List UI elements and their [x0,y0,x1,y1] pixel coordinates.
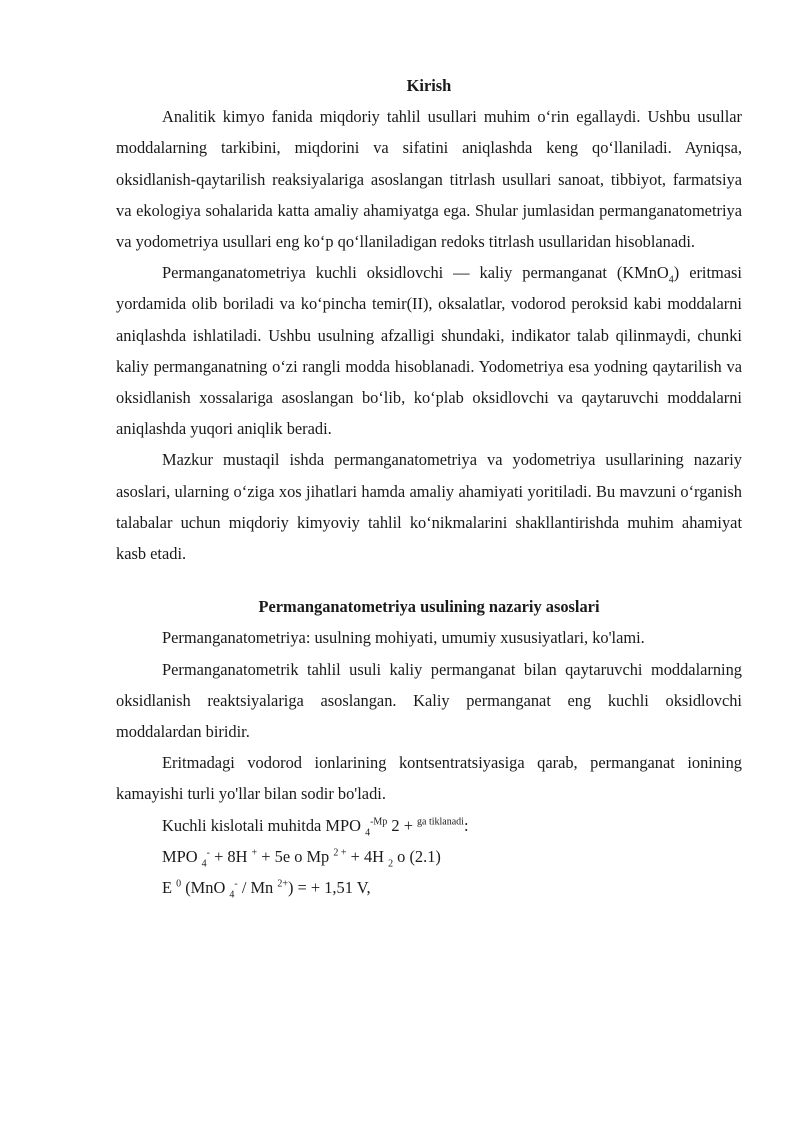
intro-paragraph-2: Permanganatometriya kuchli oksidlovchi — kaliy permanganat (KMnO$_4$) eritmasi yordamida olib boriladi va ko‘pincha temir(II), oksalatlar, vodorod peroksid kabi moddalarni aniqlashda ishlatiladi. Ushbu usulning afzalligi shundaki, indikator talab qilinmaydi, chunki kaliy permanganatning o‘zi rangli modda hisoblanadi. Yodometriya esa yodning qaytarilish va oksidlanish xossalariga asoslangan bo‘lib, ko‘plab oksidlovchi va qaytaruvchi moddalarni aniqlashda yuqori aniqlik beradi. [116,263,742,439]
section-gap [116,569,742,591]
section-paragraph-3: Eritmadagi vodorod ionlarining kontsentratsiyasiga qarab, permanganat ionining kamayishi turli yo'llar bilan sodir bo'ladi. [116,753,742,804]
intro-paragraph-3: Mazkur mustaqil ishda permanganatometriya va yodometriya usullarining nazariy asoslari, ularning o‘ziga xos jihatlari hamda amaliy ahamiyati yoritiladi. Bu mavzuni o‘rganish talabalar uchun miqdoriy kimyoviy tahlil ko‘nikmalarini shakllantirishda muhim ahamiyat kasb etadi. [116,450,742,564]
intro-heading: Kirish [406,76,452,95]
formula-line-1: Kuchli kislotali muhitda MPO $_4^{-Mp}$ 2 + $^{ga tiklanadi}$: [162,815,469,838]
formula-line-3: E $^0$ (MnO $_4$- / Mn $^{2+}$) = + 1,51 V, [162,878,371,901]
document-page [116,70,742,903]
section-paragraph-2: Permanganatometrik tahlil usuli kaliy permanganat bilan qaytaruvchi moddalarning oksidlanish reaktsiyalariga asoslangan. Kaliy permanganat eng kuchli oksidlovchi moddalardan biridir. [116,659,742,742]
intro-paragraph-1: Analitik kimyo fanida miqdoriy tahlil usullari muhim o‘rin egallaydi. Ushbu usullar moddalarning tarkibini, miqdorini va sifatini aniqlashda keng qo‘llaniladi. Ayniqsa, oksidlanish-qaytarilish reaksiyalariga asoslangan titrlash usullari sanoat, tibbiyot, farmatsiya va ekologiya sohalarida katta amaliy ahamiyatga ega. Shular jumlasidan permanganatometriya va yodometriya usullari eng ko‘p qo‘llaniladigan redoks titrlash usullaridan hisoblanadi. [116,107,742,252]
formula-line-2: MPO $_4$- + 8H + + 5e o Mp $^{2 +}$ + 4H $_2$ o (2.1) [162,846,441,870]
section-paragraph-1: Permanganatometriya: usulning mohiyati, umumiy xususiyatlari, ko'lami. [162,628,645,648]
section-heading: Permanganatometriya usulining nazariy asoslari [258,597,600,617]
